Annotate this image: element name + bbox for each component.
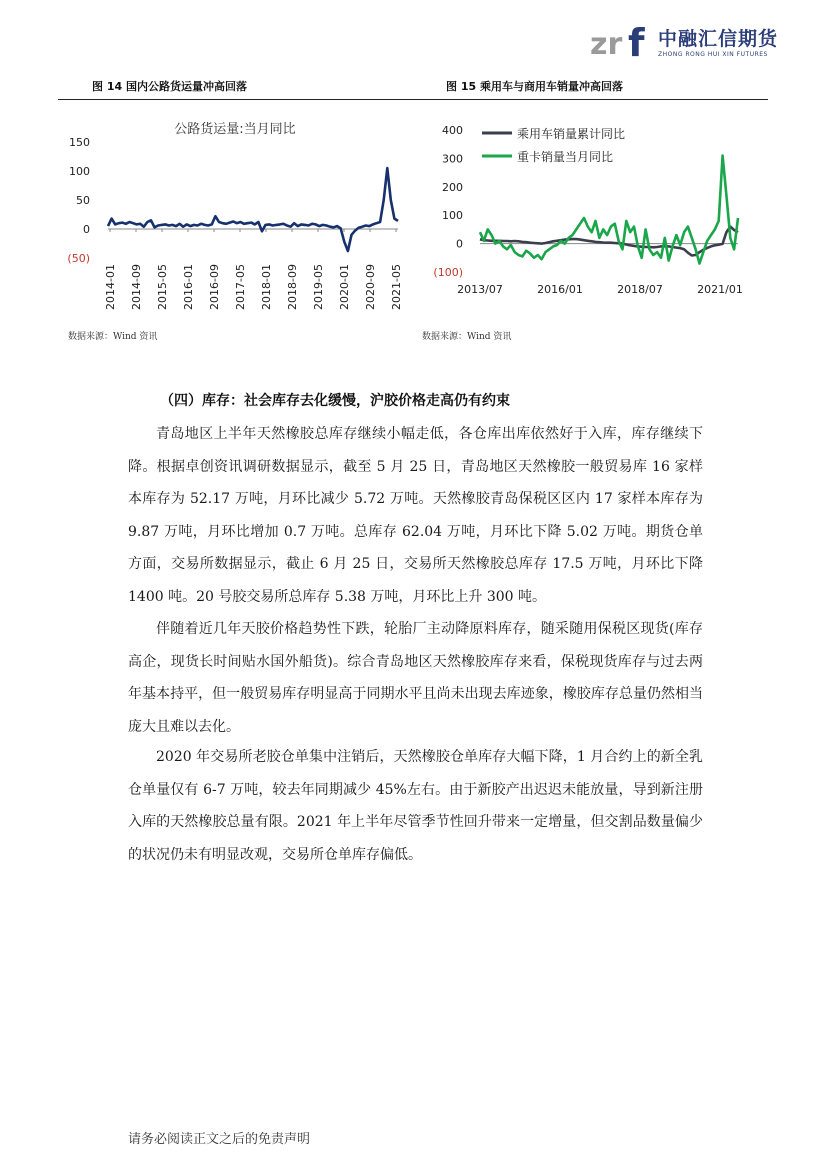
x-tick-label: 2016/01 — [537, 283, 583, 296]
y-tick-label: 400 — [442, 124, 463, 137]
legend-label-truck: 重卡销量当月同比 — [517, 150, 614, 164]
y-tick-label: 100 — [442, 209, 463, 223]
logo-mark-icon — [588, 20, 658, 64]
figure-15-source: 数据来源：Wind 资讯 — [422, 332, 512, 342]
x-tick-label: 2018-01 — [260, 264, 273, 310]
y-tick-label: 200 — [442, 180, 463, 194]
y-tick-label: 150 — [69, 136, 90, 149]
figure-14-source: 数据来源：Wind 资讯 — [68, 332, 158, 342]
x-tick-label: 2016-09 — [208, 264, 221, 310]
section-heading: （四）库存：社会库存去化缓慢，沪胶价格走高仍有约束 — [160, 393, 510, 409]
x-tick-label: 2016-01 — [182, 264, 195, 310]
x-tick-label: 2014-01 — [104, 264, 117, 310]
x-tick-label: 2019-05 — [312, 264, 325, 310]
body-paragraph-1: 青岛地区上半年天然橡胶总库存继续小幅走低，各仓库出库依然好于入库，库存继续下降。根据卓创资讯调研数据显示，截至 5 月 25 日，青岛地区天然橡胶一般贸易库 16 家样本库存为 52.17 万吨，月环比减少 5.72 万吨。天然橡胶青岛保税区区内 17 家样本库存为 9.87 万吨，月环比增加 0.7 万吨。总库存 62.04 万吨，月环比下降 5.02 万吨。期货仓单方面，交易所数据显示，截止 6 月 25 日，交易所天然橡胶总库存 17.5 万吨，月环比下降 1400 吨。20 号胶交易所总库存 5.38 万吨，月环比上升 300 吨。 — [128, 426, 703, 605]
svg-text:zr: zr — [590, 27, 623, 62]
chart1-series-line — [108, 168, 398, 251]
brand-name-en: ZHONG RONG HUI XIN FUTURES — [658, 51, 768, 58]
x-tick-label: 2018/07 — [617, 283, 663, 296]
chart2-legend — [482, 126, 625, 164]
y-tick-label: 0 — [83, 223, 90, 236]
x-tick-label: 2021/01 — [697, 283, 743, 296]
x-tick-label: 2014-09 — [130, 264, 143, 310]
y-tick-label: 300 — [442, 152, 463, 166]
brand-name-cn: 中融汇信期货 — [658, 28, 779, 50]
x-tick-label: 2018-09 — [286, 264, 299, 310]
x-tick-label: 2015-05 — [156, 264, 169, 310]
x-tick-label: 2021-05 — [390, 264, 403, 310]
x-tick-label: 2013/07 — [457, 283, 503, 296]
highway-freight-chart — [60, 112, 410, 312]
y-tick-label: 50 — [76, 194, 90, 207]
svg-text:f: f — [628, 21, 645, 64]
body-paragraph-3: 2020 年交易所老胶仓单集中注销后，天然橡胶仓单库存大幅下降，1 月合约上的新全乳仓单量仅有 6-7 万吨，较去年同期减少 45%左右。由于新胶产出迟迟未能放量，导到新注册入库的天然橡胶总量有限。2021 年上半年尽管季节性回升带来一定增量，但交割品数量偏少的状况仍未有明显改观，交易所仓单库存偏低。 — [128, 749, 703, 863]
body-paragraph-2: 伴随着近几年天胶价格趋势性下跌，轮胎厂主动降原料库存，随采随用保税区现货(库存高企，现货长时间贴水国外船货)。综合青岛地区天然橡胶库存来看，保税现货库存与过去两年基本持平，但一般贸易库存明显高于同期水平且尚未出现去库迹象，橡胶库存总量仍然相当庞大且难以去化。 — [128, 621, 703, 735]
figure-14-title: 图 14 国内公路货运量冲高回落 — [92, 80, 247, 93]
y-tick-label: (50) — [67, 252, 90, 265]
legend-label-passenger: 乘用车销量累计同比 — [517, 127, 626, 141]
y-tick-label: 100 — [69, 165, 90, 178]
y-tick-label: (100) — [433, 266, 463, 279]
chart2-series-truck-line — [480, 156, 738, 264]
disclaimer-note: 请务必阅读正文之后的免责声明 — [128, 1132, 311, 1147]
company-logo — [588, 20, 778, 64]
y-tick-label: 0 — [456, 237, 463, 251]
header-rule — [58, 99, 768, 100]
x-tick-label: 2020-01 — [338, 264, 351, 310]
vehicle-sales-chart — [418, 114, 748, 304]
x-tick-label: 2020-09 — [364, 264, 377, 310]
figure-15-title: 图 15 乘用车与商用车销量冲高回落 — [446, 80, 623, 93]
x-tick-label: 2017-05 — [234, 264, 247, 310]
chart1-title: 公路货运量:当月同比 — [174, 122, 296, 137]
